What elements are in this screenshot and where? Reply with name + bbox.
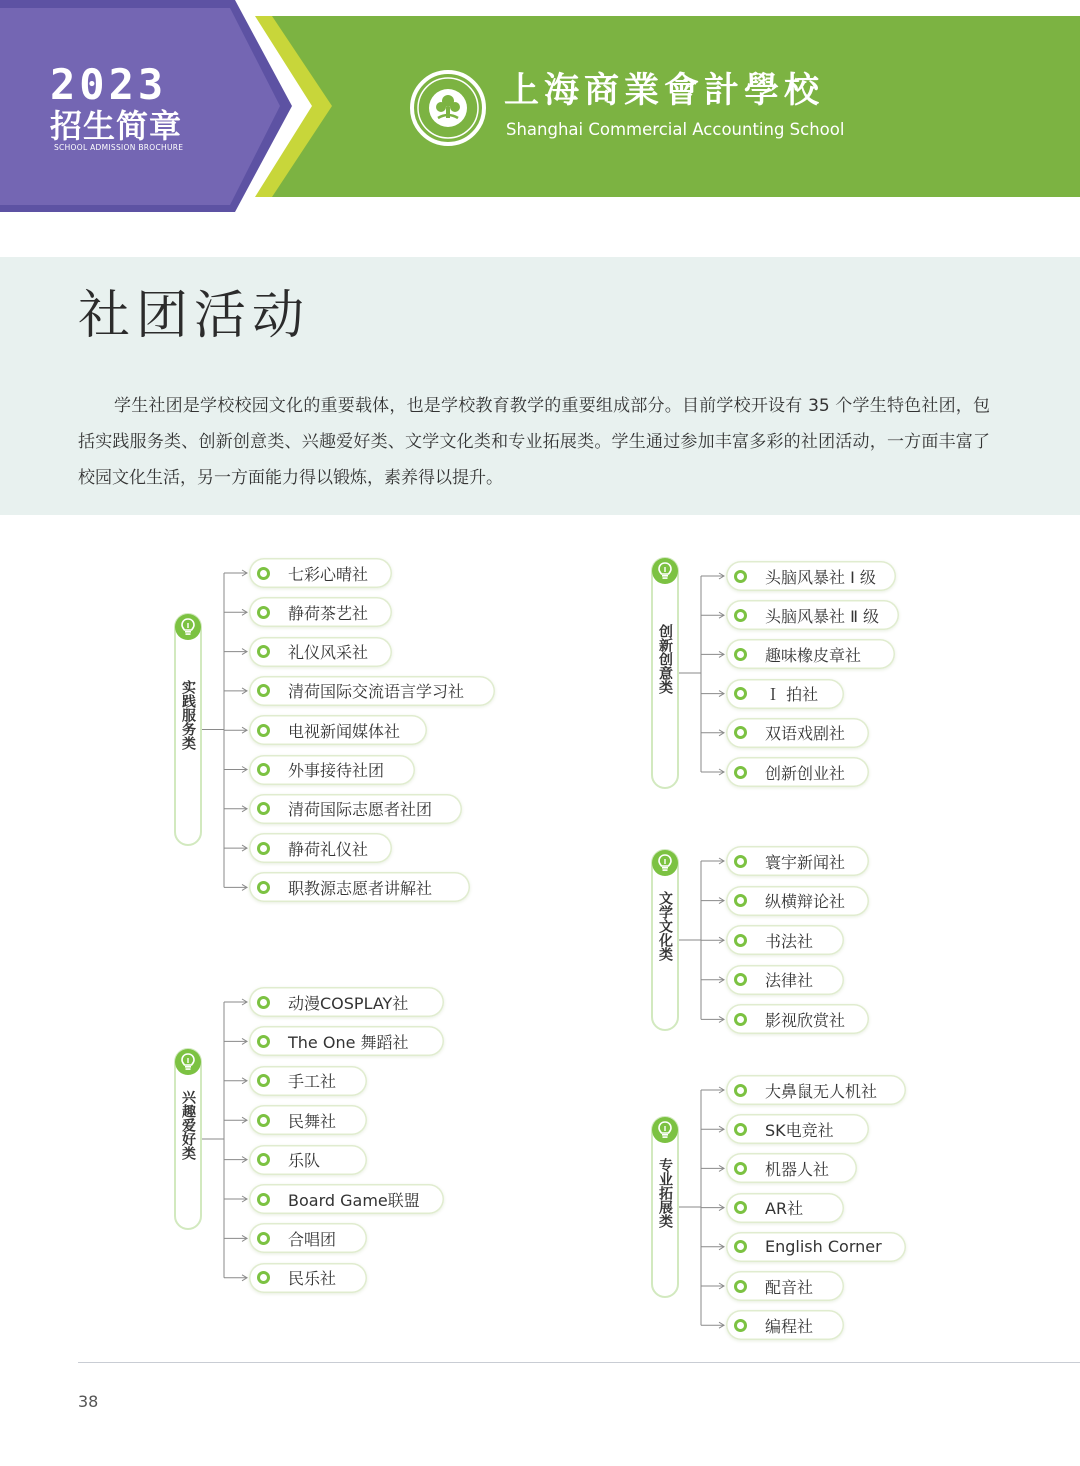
ring-bullet-icon: [257, 1193, 270, 1206]
club-name: 静荷茶艺社: [288, 603, 369, 623]
club-item: [726, 757, 869, 787]
category-label: 实践服务类: [180, 680, 196, 750]
lightbulb-icon: [175, 614, 201, 640]
ring-bullet-icon: [257, 684, 270, 697]
club-name: 手工社: [288, 1072, 337, 1092]
club-name: 动漫COSPLAY社: [288, 993, 409, 1013]
category-5: [651, 1116, 679, 1298]
club-item: [726, 1193, 844, 1223]
footer-divider: [78, 1362, 1080, 1363]
intro-paragraph: 学生社团是学校校园文化的重要载体，也是学校教育教学的重要组成部分。目前学校开设有 35 个学生特色社团，包括实践服务类、创新创意类、兴趣爱好类、文学文化类和专业拓展类。学生通过参加丰富多彩的社团活动，一方面丰富了校园文化生活，另一方面能力得以锻炼，素养得以提升。: [78, 396, 990, 488]
club-name: 礼仪风采社: [288, 643, 369, 663]
ring-bullet-icon: [734, 1084, 747, 1097]
club-item: [249, 1223, 367, 1253]
club-item: [726, 679, 844, 709]
intro-section: [0, 257, 1080, 515]
ring-bullet-icon: [734, 1013, 747, 1026]
ring-bullet-icon: [734, 570, 747, 583]
category-label: 兴趣爱好类: [180, 1089, 196, 1160]
club-name: 头脑风暴社 Ⅱ 级: [765, 606, 880, 626]
category-2: [651, 557, 679, 789]
category-1: [174, 613, 202, 846]
ring-bullet-icon: [734, 726, 747, 739]
page-header: [0, 0, 1080, 230]
ring-bullet-icon: [734, 894, 747, 907]
club-name: 电视新闻媒体社: [288, 721, 401, 741]
brochure-title: 招生简章: [50, 107, 183, 145]
club-name: 民乐社: [288, 1269, 337, 1289]
ring-bullet-icon: [734, 1319, 747, 1332]
ring-bullet-icon: [257, 645, 270, 658]
page-title: 社团活动: [78, 286, 311, 346]
club-item: [249, 637, 392, 667]
club-name: 书法社: [765, 931, 814, 951]
ring-bullet-icon: [734, 1162, 747, 1175]
ring-bullet-icon: [257, 1271, 270, 1284]
club-item: [726, 600, 899, 630]
ring-bullet-icon: [734, 1280, 747, 1293]
club-name: 合唱团: [288, 1229, 337, 1249]
ring-bullet-icon: [734, 687, 747, 700]
brochure-year: 2023: [50, 60, 168, 109]
club-item: [249, 755, 415, 785]
ring-bullet-icon: [734, 1123, 747, 1136]
club-item: [726, 1114, 869, 1144]
club-item: [249, 558, 392, 588]
club-name: SK电竞社: [765, 1120, 834, 1140]
ring-bullet-icon: [257, 802, 270, 815]
club-item: [726, 718, 869, 748]
club-item: [249, 1184, 444, 1214]
category-label: 文学文化类: [657, 890, 673, 961]
club-name: 外事接待社团: [288, 761, 385, 780]
club-item: [249, 1066, 367, 1096]
club-name: 双语戏剧社: [765, 724, 846, 744]
club-item: [249, 987, 444, 1017]
club-item: [249, 1105, 367, 1135]
club-name: 清荷国际交流语言学习社: [288, 682, 465, 702]
club-name: English Corner: [765, 1237, 882, 1257]
ring-bullet-icon: [257, 1153, 270, 1166]
club-item: [726, 886, 869, 916]
ring-bullet-icon: [734, 648, 747, 661]
club-item: [726, 1153, 857, 1183]
club-item: [726, 561, 896, 591]
ring-bullet-icon: [257, 1114, 270, 1127]
lightbulb-icon: [652, 558, 678, 584]
club-item: [726, 1004, 869, 1034]
ring-bullet-icon: [257, 1074, 270, 1087]
category-label: 创新创意类: [657, 623, 673, 694]
club-item: [249, 833, 392, 863]
ring-bullet-icon: [257, 1035, 270, 1048]
club-item: [249, 1026, 444, 1056]
club-name: 纵横辩论社: [765, 892, 846, 912]
club-item: [726, 1232, 906, 1262]
club-name: 影视欣赏社: [765, 1010, 846, 1030]
ring-bullet-icon: [734, 766, 747, 779]
ring-bullet-icon: [257, 763, 270, 776]
ring-bullet-icon: [257, 842, 270, 855]
ring-bullet-icon: [734, 1240, 747, 1253]
club-name: 编程社: [765, 1316, 814, 1336]
club-name: 创新创业社: [765, 763, 846, 783]
club-name: 职教源志愿者讲解社: [288, 878, 433, 898]
lightbulb-icon: [652, 1117, 678, 1143]
club-item: [249, 1263, 367, 1293]
club-name: 乐队: [288, 1151, 321, 1171]
category-3: [174, 1048, 202, 1230]
lightbulb-icon: [175, 1049, 201, 1075]
club-name: 头脑风暴社 Ⅰ 级: [765, 567, 876, 587]
ring-bullet-icon: [257, 881, 270, 894]
ring-bullet-icon: [257, 606, 270, 619]
club-name: 清荷国际志愿者社团: [288, 800, 433, 820]
club-name: 配音社: [765, 1277, 814, 1297]
ring-bullet-icon: [734, 609, 747, 622]
club-name: Board Game联盟: [288, 1190, 420, 1210]
club-item: [726, 1075, 906, 1105]
brochure-subtitle: SCHOOL ADMISSION BROCHURE: [54, 143, 184, 152]
club-item: [726, 846, 869, 876]
club-name: The One 舞蹈社: [288, 1032, 409, 1052]
club-item: [726, 1310, 844, 1340]
school-name-en: Shanghai Commercial Accounting School: [506, 120, 845, 139]
ring-bullet-icon: [257, 567, 270, 580]
ring-bullet-icon: [257, 1232, 270, 1245]
club-name: 大鼻鼠无人机社: [765, 1081, 878, 1101]
lightbulb-icon: [652, 850, 678, 876]
ring-bullet-icon: [257, 996, 270, 1009]
ring-bullet-icon: [734, 973, 747, 986]
club-name: 法律社: [765, 971, 814, 991]
club-item: [726, 965, 844, 995]
club-item: [726, 925, 844, 955]
club-item: [726, 1271, 844, 1301]
club-item: [249, 715, 427, 745]
club-item: [249, 1145, 367, 1175]
club-name: 静荷礼仪社: [288, 839, 369, 859]
category-4: [651, 849, 679, 1031]
ring-bullet-icon: [734, 1201, 747, 1214]
club-item: [249, 872, 470, 902]
club-item: [249, 676, 495, 706]
ring-bullet-icon: [734, 934, 747, 947]
club-name: 寰宇新闻社: [765, 852, 846, 872]
club-name: 民舞社: [288, 1111, 337, 1131]
club-item: [726, 639, 895, 669]
club-item: [249, 794, 462, 824]
club-name: 七彩心晴社: [288, 564, 369, 584]
category-label: 专业拓展类: [657, 1157, 673, 1228]
club-name: Ｉ 拍社: [765, 685, 819, 705]
ring-bullet-icon: [734, 855, 747, 868]
page-number: 38: [78, 1392, 99, 1411]
club-item: [249, 597, 392, 627]
club-name: AR社: [765, 1199, 804, 1219]
club-name: 趣味橡皮章社: [765, 645, 862, 665]
club-name: 机器人社: [765, 1159, 830, 1179]
school-emblem-icon: [410, 70, 486, 146]
ring-bullet-icon: [257, 724, 270, 737]
school-name-cn: 上海商業會計學校: [504, 70, 825, 111]
